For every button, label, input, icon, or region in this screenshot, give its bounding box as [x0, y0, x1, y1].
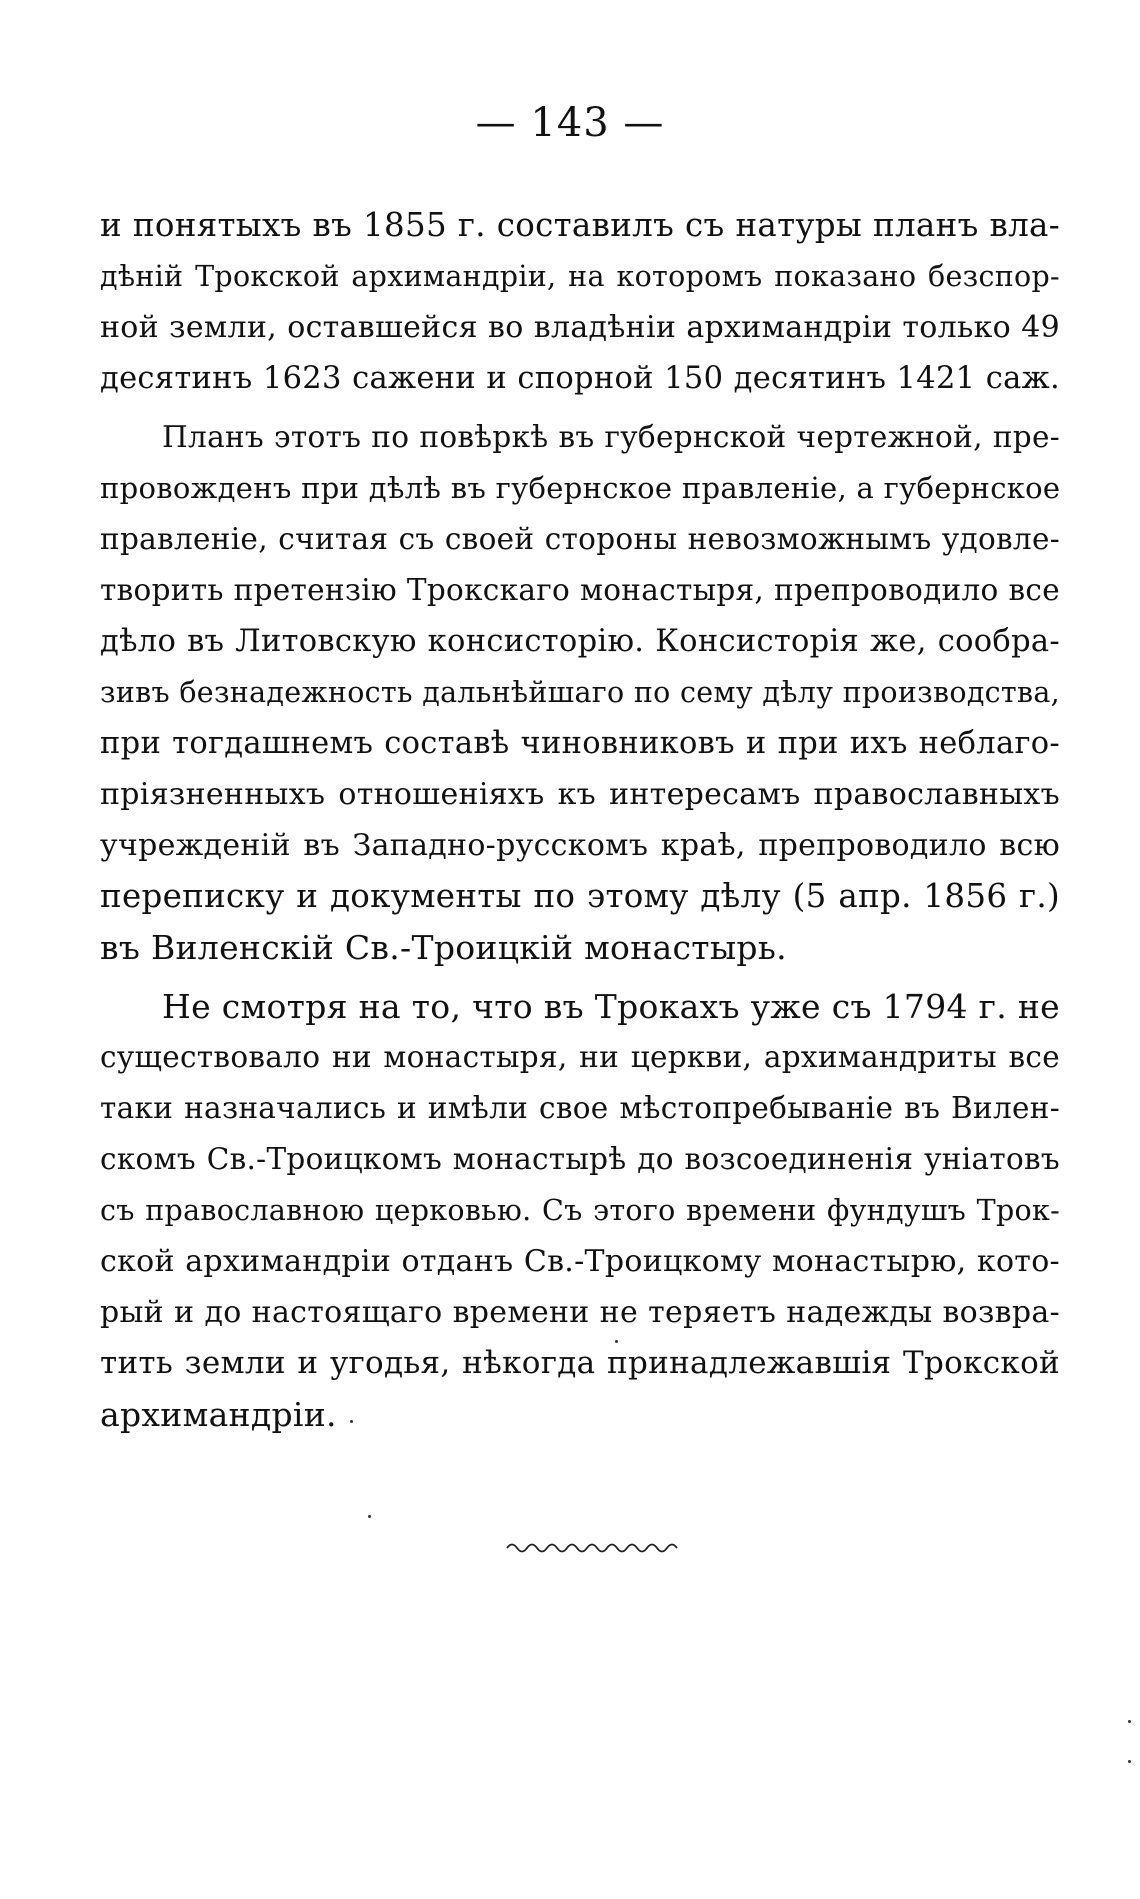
text-line: зивъ безнадежность дальнѣйшаго по сему дѣлу производства,	[100, 676, 1060, 709]
text-line: творить претензію Трокскаго монастыря, препроводило все	[100, 573, 1060, 607]
text-line: при тогдашнемъ составѣ чиновниковъ и при ихъ неблаго-	[100, 726, 1060, 761]
text-line: таки назначались и имѣли свое мѣстопребываніе въ Вилен-	[100, 1091, 1060, 1125]
print-speck	[615, 1340, 618, 1343]
paragraph-1	[100, 200, 1060, 404]
text-line: Не смотря на то, что въ Трокахъ уже съ 1794 г. не	[162, 987, 1060, 1026]
body-text	[100, 200, 1060, 1448]
text-line: въ Виленскій Св.-Троицкій монастырь.	[100, 928, 787, 967]
print-speck	[350, 1420, 353, 1423]
text-line: съ православною церковью. Съ этого времени фундушъ Трок-	[100, 1194, 1060, 1227]
text-line: учрежденій въ Западно-русскомъ краѣ, препроводило всю	[100, 828, 1060, 863]
text-line: дѣній Трокской архимандріи, на которомъ показано безспор-	[100, 260, 1060, 293]
print-speck	[368, 1515, 371, 1518]
text-line: дѣло въ Литовскую консисторію. Консисторія же, сообра-	[100, 624, 1060, 659]
print-speck	[1128, 1720, 1131, 1723]
text-line: Планъ этотъ по повѣркѣ въ губернской чертежной, пре-	[162, 420, 1060, 454]
paragraph-2	[100, 412, 1060, 973]
paragraph-3	[100, 981, 1060, 1440]
text-line: правленіе, считая съ своей стороны невозможнымъ удовле-	[100, 522, 1060, 556]
text-line: скомъ Св.-Троицкомъ монастырѣ до возсоединенія уніатовъ	[100, 1142, 1060, 1176]
print-speck	[1128, 1760, 1131, 1763]
text-line: тить земли и угодья, нѣкогда принадлежавшія Трокской	[100, 1345, 1060, 1381]
text-line: ной земли, оставшейся во владѣніи архимандріи только 49	[100, 310, 1060, 345]
text-line: существовало ни монастыря, ни церкви, архимандриты все	[100, 1040, 1060, 1074]
text-line: переписку и документы по этому дѣлу (5 апр. 1856 г.)	[100, 877, 1060, 915]
text-line: рый и до настоящаго времени не теряетъ надежды возвра-	[100, 1295, 1060, 1330]
text-line: и понятыхъ въ 1855 г. составилъ съ натуры планъ вла-	[100, 206, 1060, 244]
text-line: пріязненныхъ отношеніяхъ къ интересамъ православныхъ	[100, 777, 1060, 812]
text-line: ской архимандріи отданъ Св.-Троицкому монастырю, кото-	[100, 1244, 1060, 1279]
text-line: десятинъ 1623 сажени и спорной 150 десятинъ 1421 саж.	[100, 361, 1060, 396]
end-ornament	[505, 1538, 680, 1558]
text-line: провожденъ при дѣлѣ въ губернское правленіе, а губернское	[100, 471, 1061, 505]
page-number: — 143 —	[475, 100, 665, 146]
text-line: архимандріи.	[100, 1395, 337, 1434]
